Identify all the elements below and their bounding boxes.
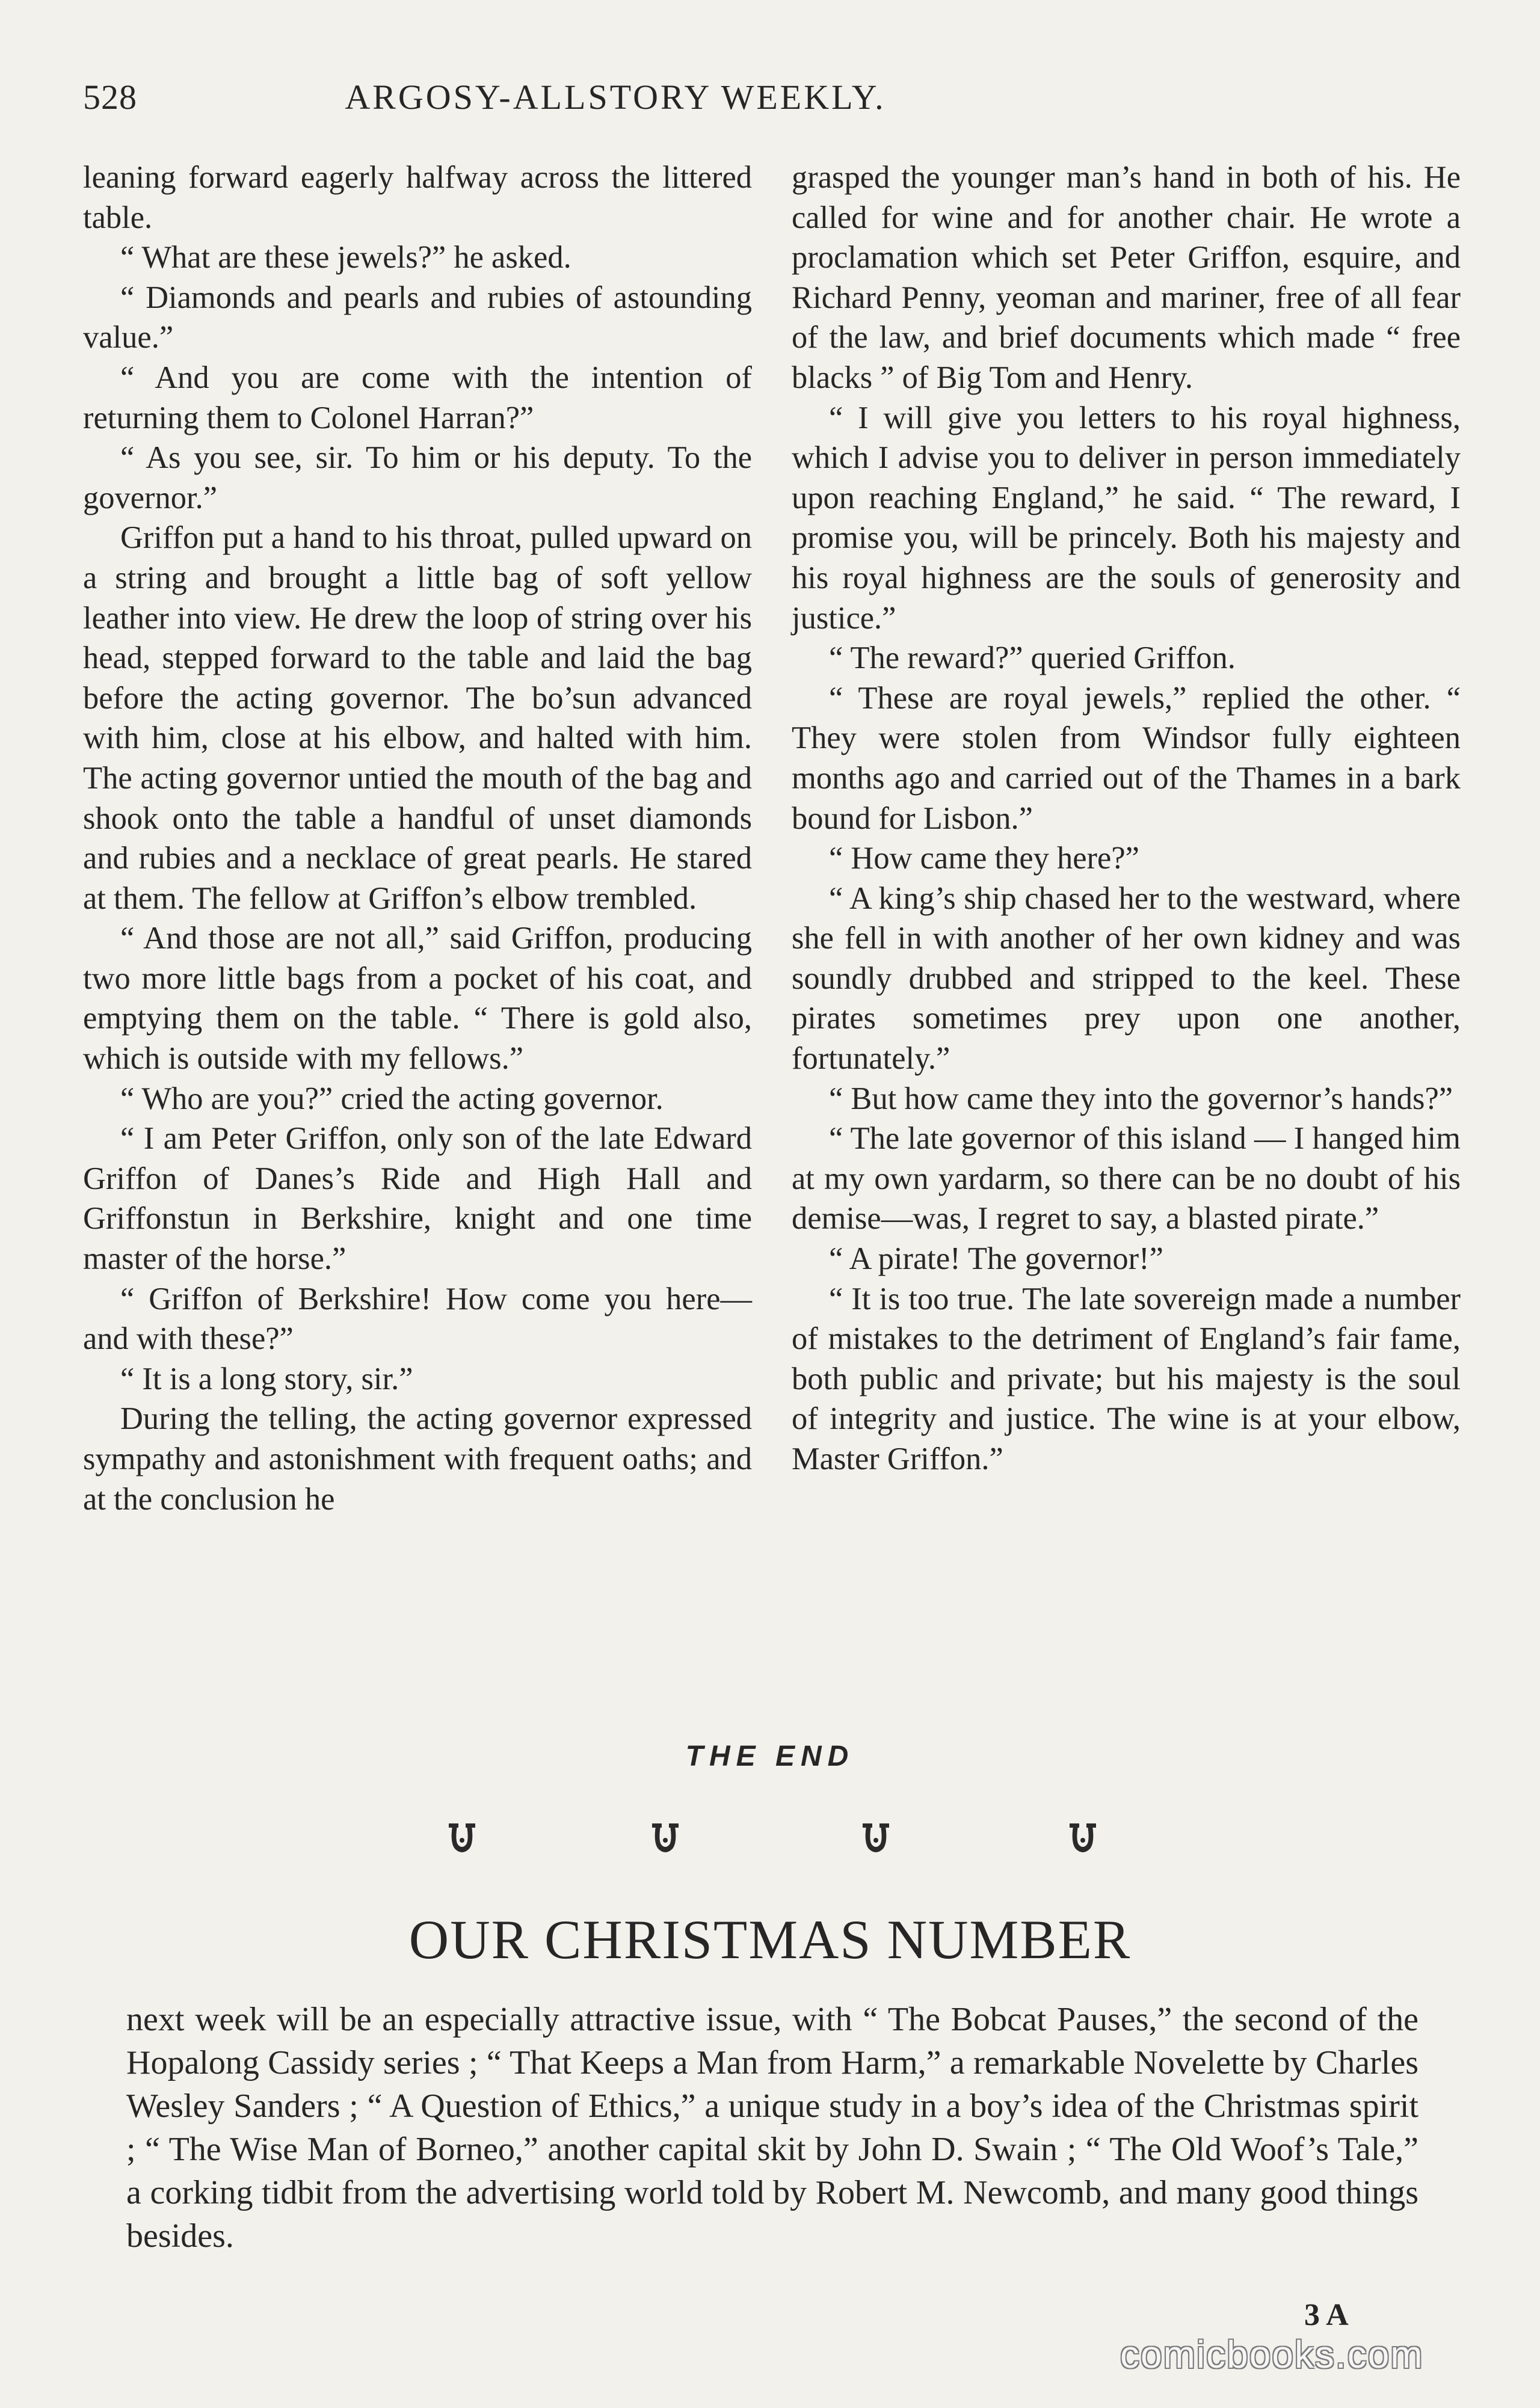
paragraph: “ It is a long story, sir.” bbox=[120, 1361, 413, 1396]
christmas-notice bbox=[126, 1998, 1418, 2258]
horseshoe-ornament-icon bbox=[1068, 1822, 1097, 1856]
paragraph: grasped the younger man’s hand in both of his. He called for wine and for another chair. He wrote a proclamation which set Peter Griffon, esquire, and Richard Penny, yeoman and mariner, free of all fear of the law, and brief documents which made “ free blacks ” of Big Tom and Henry. bbox=[792, 160, 1461, 395]
paragraph: “ The late governor of this island — I hanged him at my own yardarm, so there can be no doubt of his demise—was, I regret to say, a blasted pirate.” bbox=[792, 1121, 1461, 1236]
paragraph: “ What are these jewels?” he asked. bbox=[120, 240, 571, 275]
paragraph: “ These are royal jewels,” replied the other. “ They were stolen from Windsor fully eighteen months ago and carried out of the Thames in a bark bound for Lisbon.” bbox=[792, 680, 1461, 836]
paragraph: “ A pirate! The governor!” bbox=[829, 1241, 1163, 1277]
left-column bbox=[83, 158, 752, 1519]
running-head: ARGOSY-ALLSTORY WEEKLY. bbox=[345, 78, 886, 117]
horseshoe-ornament-icon bbox=[448, 1822, 476, 1856]
right-column bbox=[792, 158, 1461, 1479]
page-header bbox=[83, 77, 1467, 125]
paragraph: “ But how came they into the governor’s hands?” bbox=[829, 1081, 1453, 1116]
paragraph: During the telling, the acting governor expressed sympathy and astonishment with frequent oaths; and at the conclusion he bbox=[83, 1401, 752, 1517]
paragraph: leaning forward eagerly halfway across the littered table. bbox=[83, 160, 752, 235]
paragraph: “ How came they here?” bbox=[829, 841, 1139, 876]
paragraph: “ I will give you letters to his royal highness, which I advise you to deliver in person immediately upon reaching England,” he said. “ The reward, I promise you, will be princely. Both his majesty and his royal highness are the souls of generosity and justice.” bbox=[792, 400, 1461, 636]
paragraph: “ I am Peter Griffon, only son of the late Edward Griffon of Danes’s Ride and High Hall and Griffonstun in Berkshire, knight and one time master of the horse.” bbox=[83, 1121, 752, 1277]
paragraph: “ As you see, sir. To him or his deputy. To the governor.” bbox=[83, 440, 752, 515]
watermark: comicbooks.com bbox=[1120, 2333, 1424, 2376]
paragraph: “ Griffon of Berkshire! How come you here—and with these?” bbox=[83, 1281, 752, 1357]
story-columns bbox=[83, 158, 1461, 1739]
notice-text: next week will be an especially attractive issue, with “ The Bobcat Pauses,” the second of the Hopalong Cassidy series ; “ That Keeps a Man from Harm,” a remarkable Novelette by Charles Wesley Sanders ; “ A Question of Ethics,” a unique study in a boy’s idea of the Christmas spirit ; “ The Wise Man of Borneo,” another capital skit by John D. Swain ; “ The Old Woof’s Tale,” a corking tidbit from the advertising world told by Robert M. Newcomb, and many good things besides. bbox=[126, 2001, 1418, 2255]
horseshoe-ornament-icon bbox=[861, 1822, 890, 1856]
horseshoe-ornament-icon bbox=[651, 1822, 680, 1856]
paragraph: “ It is too true. The late sovereign made a number of mistakes to the detriment of England’s fair fame, both public and private; but his majesty is the soul of integrity and justice. The wine is at your elbow, Master Griffon.” bbox=[792, 1281, 1461, 1476]
paragraph: “ Diamonds and pearls and rubies of astounding value.” bbox=[83, 280, 752, 355]
page-number: 528 bbox=[83, 78, 137, 117]
ornament-row bbox=[0, 1822, 1540, 1858]
paragraph: “ Who are you?” cried the acting governor. bbox=[120, 1081, 664, 1116]
the-end-label: THE END bbox=[685, 1740, 855, 1772]
christmas-number-title: OUR CHRISTMAS NUMBER bbox=[408, 1909, 1132, 1970]
paragraph: “ And you are come with the intention of returning them to Colonel Harran?” bbox=[83, 360, 752, 435]
paragraph: Griffon put a hand to his throat, pulled upward on a string and brought a little bag of soft yellow leather into view. He drew the loop of string over his head, stepped forward to the table and laid the bag before the acting governor. The bo’sun advanced with him, close at his elbow, and halted with him. The acting governor untied the mouth of the bag and shook onto the table a handful of unset diamonds and rubies and a necklace of great pearls. He stared at them. The fellow at Griffon’s elbow trembled. bbox=[83, 520, 752, 916]
paragraph: “ And those are not all,” said Griffon, producing two more little bags from a pocket of his coat, and emptying them on the table. “ There is gold also, which is outside with my fellows.” bbox=[83, 921, 752, 1077]
paragraph: “ The reward?” queried Griffon. bbox=[829, 640, 1236, 676]
signature-mark: 3 A bbox=[1304, 2298, 1349, 2332]
paragraph: “ A king’s ship chased her to the westward, where she fell in with another of her own kidney and was soundly drubbed and stripped to the keel. These pirates sometimes prey upon one another, fortunately.” bbox=[792, 880, 1461, 1077]
